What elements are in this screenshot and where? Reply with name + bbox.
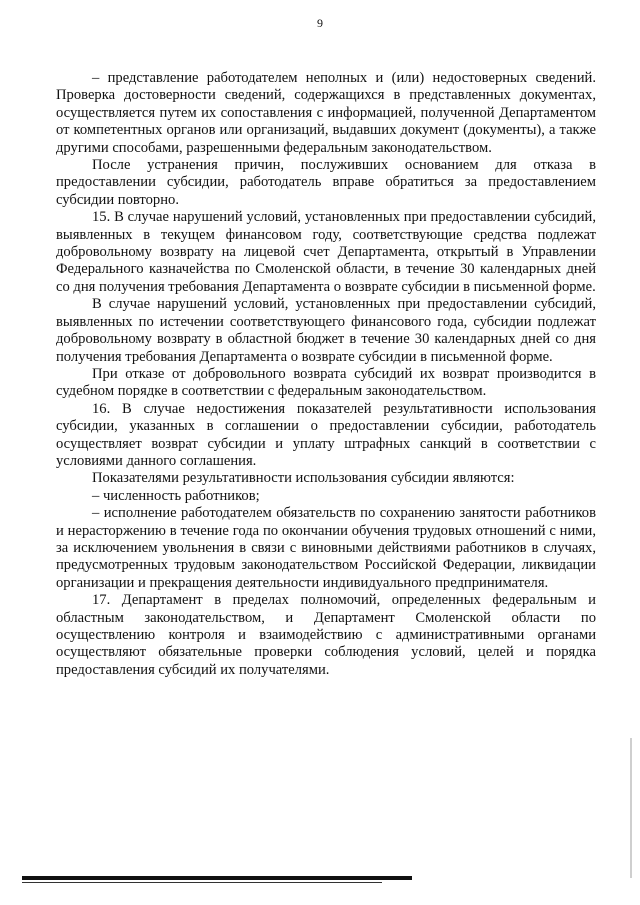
scan-bottom-line — [22, 882, 382, 883]
paragraph-unreliable-info: – представление работодателем неполных и (или) недостоверных сведений. Проверка достоверности сведений, содержащихся в представленных документах, осуществляется путем их сопоставления с информацией, полученной Департаментом от компетентных органов или организаций, выдавших документ (документы), а также другими способами, разрешенными федеральным законодательством. — [56, 70, 596, 156]
paragraph-15: 15. В случае нарушений условий, установленных при предоставлении субсидий, выявленных в текущем финансовом году, соответствующие средства подлежат добровольному возврату на лицевой счет Департамента, открытый в Управлении Федерального казначейства по Смоленской области, в течение 30 календарных дней со дня получения требования Департамента о возврате субсидии в письменной форме. — [56, 209, 596, 295]
paragraph-reapply: После устранения причин, послуживших основанием для отказа в предоставлении субсидии, работодатель вправе обратиться за предоставлением субсидии повторно. — [56, 157, 596, 208]
paragraph-16-indicators: Показателями результативности использования субсидии являются: — [92, 470, 515, 487]
list-item-obligations: – исполнение работодателем обязательств по сохранению занятости работников и нерасторжению в течение года по окончании обучения трудовых отношений с ними, за исключением увольнения в связи с виновными действиями работников в случаях, предусмотренных трудовым законодательством Российской Федерации, ликвидации организации и прекращения деятельности индивидуального предпринимателя. — [56, 505, 596, 591]
scan-bottom-bar — [22, 876, 412, 880]
paragraph-16: 16. В случае недостижения показателей результативности использования субсидии, указанных в соглашении о предоставлении субсидии, работодатель осуществляет возврат субсидии и уплату штрафных санкций в соответствии с условиями данного соглашения. — [56, 400, 596, 469]
paragraph-15-court: При отказе от добровольного возврата субсидий их возврат производится в судебном порядке в соответствии с федеральным законодательством. — [56, 365, 596, 400]
page-number: 9 — [317, 16, 323, 30]
list-item-employees: – численность работников; — [92, 487, 260, 504]
document-body — [56, 70, 596, 679]
paragraph-17: 17. Департамент в пределах полномочий, определенных федеральным и областным законодательством, и Департамент Смоленской области по осуществлению контроля и взаимодействию с административными органами осуществляют обязательные проверки соблюдения условий, целей и порядка предоставления субсидий их получателями. — [56, 592, 596, 678]
scan-edge-mark — [630, 738, 632, 878]
paragraph-15-after-year: В случае нарушений условий, установленных при предоставлении субсидий, выявленных по истечении соответствующего финансового года, субсидии подлежат добровольному возврату в областной бюджет в течение 30 календарных дней со дня получения требования Департамента о возврате субсидии в письменной форме. — [56, 296, 596, 365]
